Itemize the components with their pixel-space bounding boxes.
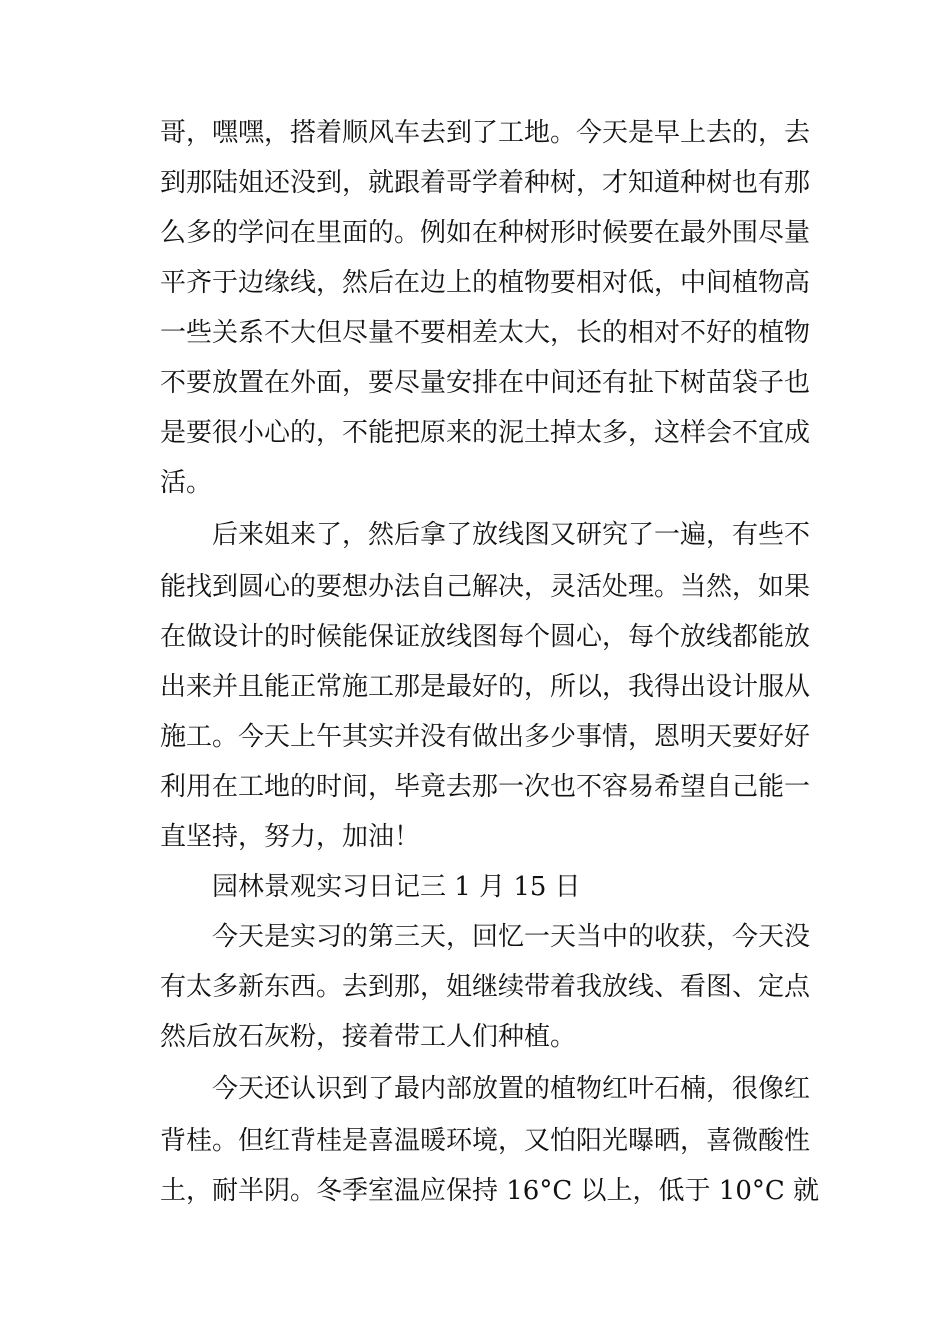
text-line: 今天还认识到了最内部放置的植物红叶石楠，很像红 bbox=[212, 1074, 811, 1104]
text-line: 能找到圆心的要想办法自己解决，灵活处理。当然，如果 bbox=[160, 572, 811, 602]
text-line: 利用在工地的时间，毕竟去那一次也不容易希望自己能一 bbox=[160, 772, 811, 802]
text-line: 直坚持，努力，加油！ bbox=[160, 822, 421, 852]
document-body bbox=[160, 108, 820, 1216]
text-line: 然后放石灰粉，接着带工人们种植。 bbox=[160, 1022, 577, 1052]
text-line: 背桂。但红背桂是喜温暖环境，又怕阳光曝晒，喜微酸性 bbox=[160, 1126, 811, 1156]
paragraph-5 bbox=[160, 1062, 820, 1216]
text-line: 出来并且能正常施工那是最好的，所以，我得出设计服从 bbox=[160, 672, 811, 702]
text-line: 土，耐半阴。冬季室温应保持 16°C 以上，低于 10°C 就 bbox=[160, 1176, 820, 1206]
paragraph-2 bbox=[160, 508, 811, 862]
text-line: 不要放置在外面，要尽量安排在中间还有扯下树苗袋子也 bbox=[160, 368, 811, 398]
text-line: 后来姐来了，然后拿了放线图又研究了一遍，有些不 bbox=[212, 520, 811, 550]
paragraph-4 bbox=[160, 912, 811, 1062]
text-line: 平齐于边缘线，然后在边上的植物要相对低，中间植物高 bbox=[160, 268, 811, 298]
text-line: 活。 bbox=[160, 468, 213, 498]
text-line: 是要很小心的，不能把原来的泥土掉太多，这样会不宜成 bbox=[160, 418, 811, 448]
diary-entry-title: 园林景观实习日记三 1 月 15 日 bbox=[212, 872, 581, 902]
text-line: 哥，嘿嘿，搭着顺风车去到了工地。今天是早上去的，去 bbox=[160, 118, 811, 148]
diary-heading bbox=[160, 862, 800, 912]
text-line: 到那陆姐还没到，就跟着哥学着种树，才知道种树也有那 bbox=[160, 168, 811, 198]
text-line: 在做设计的时候能保证放线图每个圆心，每个放线都能放 bbox=[160, 622, 811, 652]
text-line: 有太多新东西。去到那，姐继续带着我放线、看图、定点 bbox=[160, 972, 811, 1002]
text-line: 么多的学问在里面的。例如在种树形时候要在最外围尽量 bbox=[160, 218, 811, 248]
paragraph-1 bbox=[160, 108, 811, 508]
text-line: 一些关系不大但尽量不要相差太大，长的相对不好的植物 bbox=[160, 318, 811, 348]
text-line: 今天是实习的第三天，回忆一天当中的收获，今天没 bbox=[212, 922, 811, 952]
text-line: 施工。今天上午其实并没有做出多少事情，恩明天要好好 bbox=[160, 722, 811, 752]
